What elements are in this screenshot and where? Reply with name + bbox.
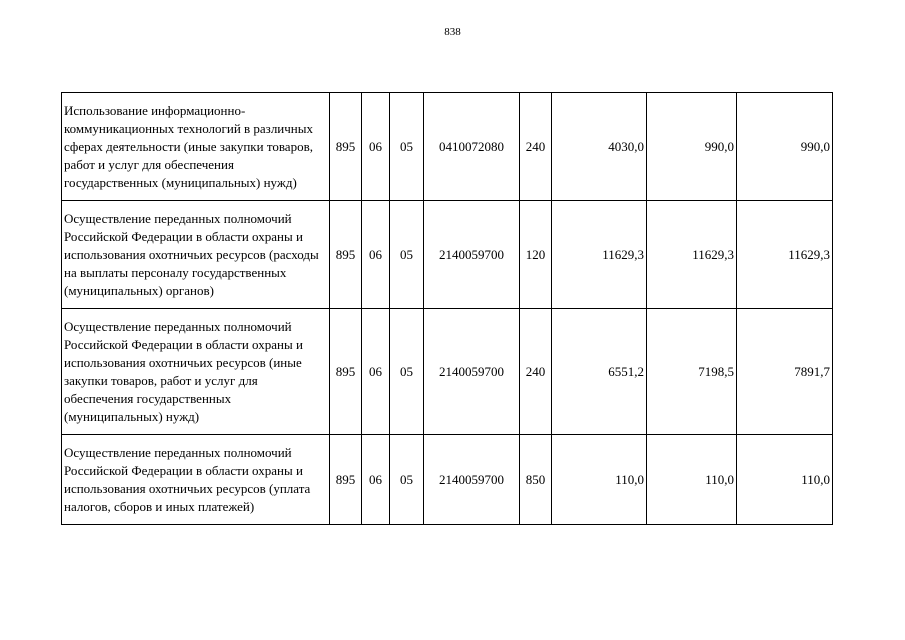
table-row [62, 93, 833, 201]
expense-type-cell: 240 [520, 309, 552, 435]
amount-3-cell: 11629,3 [737, 201, 833, 309]
expense-type-cell: 850 [520, 435, 552, 525]
subsection-code-cell: 05 [390, 309, 424, 435]
amount-1-cell: 4030,0 [552, 93, 647, 201]
subsection-code-cell: 05 [390, 435, 424, 525]
description-cell: Осуществление переданных полномочий Российской Федерации в области охраны и использования охотничьих ресурсов (иные закупки товаров, работ и услуг для обеспечения государственных (муниципальных) нужд) [62, 309, 330, 435]
amount-1-cell: 11629,3 [552, 201, 647, 309]
section-code-cell: 06 [362, 309, 390, 435]
ministry-code-cell: 895 [330, 435, 362, 525]
amount-3-cell: 110,0 [737, 435, 833, 525]
table-row [62, 201, 833, 309]
amount-2-cell: 990,0 [647, 93, 737, 201]
budget-table [61, 92, 833, 525]
section-code-cell: 06 [362, 201, 390, 309]
amount-2-cell: 11629,3 [647, 201, 737, 309]
description-cell: Осуществление переданных полномочий Российской Федерации в области охраны и использования охотничьих ресурсов (уплата налогов, сборов и иных платежей) [62, 435, 330, 525]
target-article-cell: 0410072080 [424, 93, 520, 201]
expense-type-cell: 120 [520, 201, 552, 309]
target-article-cell: 2140059700 [424, 309, 520, 435]
section-code-cell: 06 [362, 93, 390, 201]
subsection-code-cell: 05 [390, 201, 424, 309]
amount-2-cell: 110,0 [647, 435, 737, 525]
amount-1-cell: 6551,2 [552, 309, 647, 435]
expense-type-cell: 240 [520, 93, 552, 201]
description-cell: Использование информационно-коммуникационных технологий в различных сферах деятельности (иные закупки товаров, работ и услуг для обеспечения государственных (муниципальных) нужд) [62, 93, 330, 201]
amount-3-cell: 7891,7 [737, 309, 833, 435]
target-article-cell: 2140059700 [424, 201, 520, 309]
table-row [62, 435, 833, 525]
amount-3-cell: 990,0 [737, 93, 833, 201]
ministry-code-cell: 895 [330, 201, 362, 309]
amount-1-cell: 110,0 [552, 435, 647, 525]
page-number: 838 [444, 26, 461, 38]
description-cell: Осуществление переданных полномочий Российской Федерации в области охраны и использования охотничьих ресурсов (расходы на выплаты персоналу государственных (муниципальных) органов) [62, 201, 330, 309]
ministry-code-cell: 895 [330, 309, 362, 435]
ministry-code-cell: 895 [330, 93, 362, 201]
target-article-cell: 2140059700 [424, 435, 520, 525]
amount-2-cell: 7198,5 [647, 309, 737, 435]
subsection-code-cell: 05 [390, 93, 424, 201]
table-row [62, 309, 833, 435]
section-code-cell: 06 [362, 435, 390, 525]
